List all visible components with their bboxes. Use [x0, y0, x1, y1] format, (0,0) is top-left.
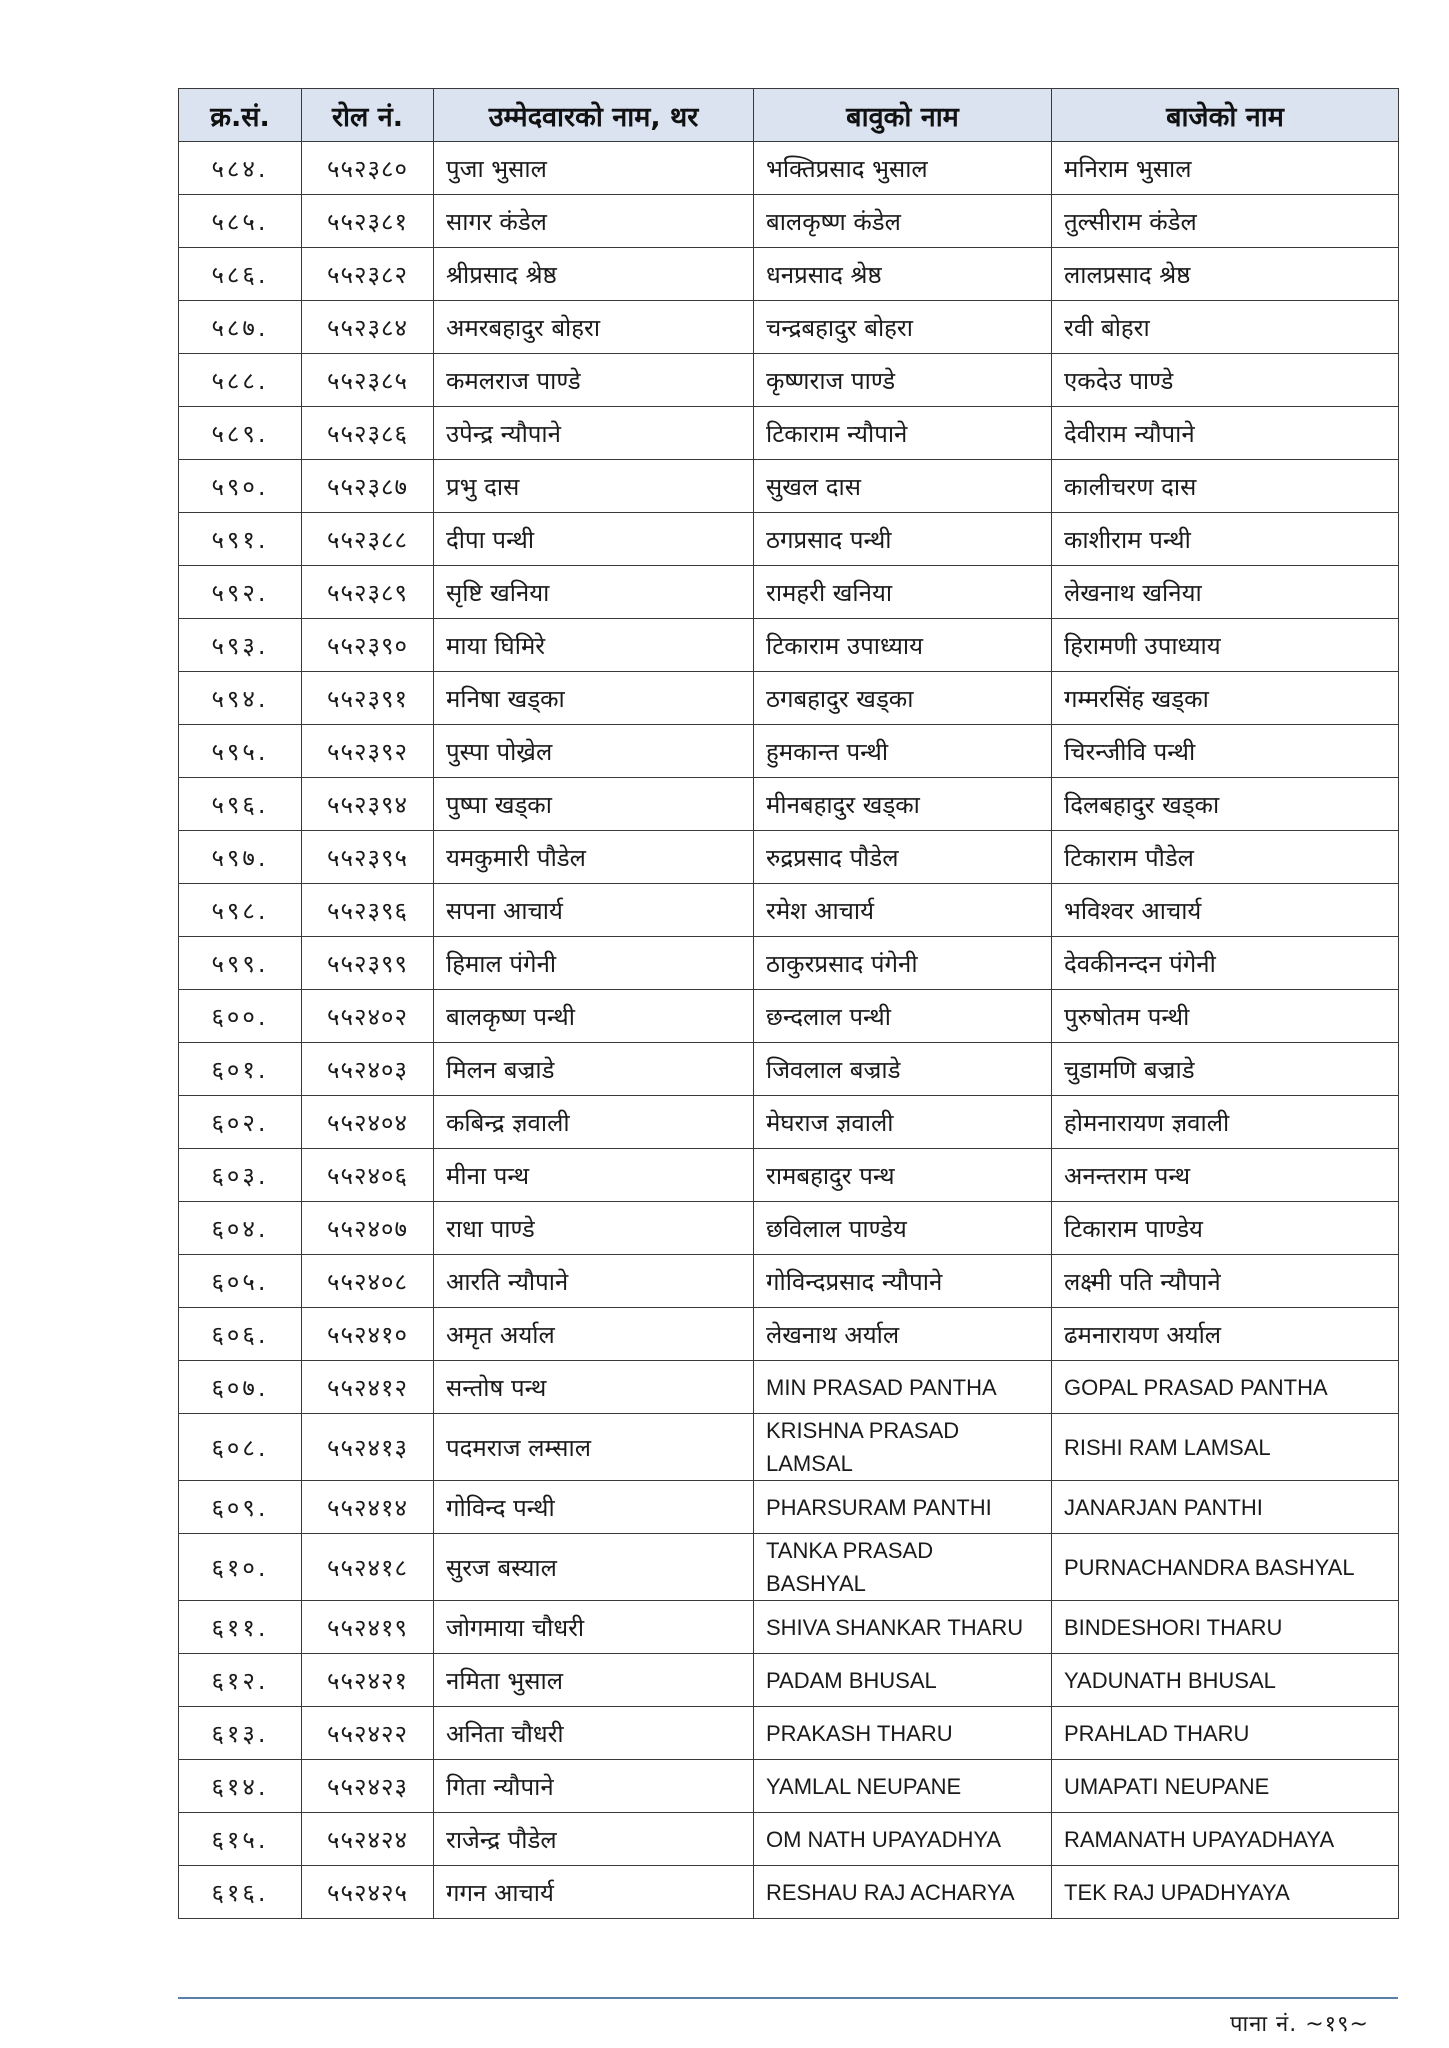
roll-no-cell: ५५२४१२	[302, 1361, 434, 1414]
roll-no-cell: ५५२३८०	[302, 142, 434, 195]
serial-no-cell: ६००.	[179, 990, 302, 1043]
candidate-name-cell: मिलन बज्राडे	[434, 1043, 754, 1096]
table-row	[179, 460, 1399, 513]
serial-no-cell: ५९१.	[179, 513, 302, 566]
candidate-name-cell: पुष्पा खड्का	[434, 778, 754, 831]
table-row	[179, 937, 1399, 990]
header-serial-no: क्र.सं.	[179, 89, 302, 142]
header-candidate-name: उम्मेदवारको नाम, थर	[434, 89, 754, 142]
father-name-cell: रामबहादुर पन्थ	[754, 1149, 1052, 1202]
father-name-cell: PADAM BHUSAL	[754, 1654, 1052, 1707]
serial-no-cell: ५८६.	[179, 248, 302, 301]
grandfather-name-cell: लक्ष्मी पति न्यौपाने	[1052, 1255, 1399, 1308]
table-row	[179, 195, 1399, 248]
grandfather-name-cell: पुरुषोतम पन्थी	[1052, 990, 1399, 1043]
roll-no-cell: ५५२३९१	[302, 672, 434, 725]
serial-no-cell: ६०४.	[179, 1202, 302, 1255]
roll-no-cell: ५५२३८९	[302, 566, 434, 619]
grandfather-name-cell: चुडामणि बज्राडे	[1052, 1043, 1399, 1096]
roll-no-cell: ५५२४०८	[302, 1255, 434, 1308]
father-name-cell: YAMLAL NEUPANE	[754, 1760, 1052, 1813]
father-name-cell: SHIVA SHANKAR THARU	[754, 1601, 1052, 1654]
father-name-cell: OM NATH UPAYADHYA	[754, 1813, 1052, 1866]
grandfather-name-cell: TEK RAJ UPADHYAYA	[1052, 1866, 1399, 1919]
father-name-cell: छविलाल पाण्डेय	[754, 1202, 1052, 1255]
serial-no-cell: ६०३.	[179, 1149, 302, 1202]
father-name-cell: धनप्रसाद श्रेष्ठ	[754, 248, 1052, 301]
father-name-cell: हुमकान्त पन्थी	[754, 725, 1052, 778]
roll-no-cell: ५५२३८२	[302, 248, 434, 301]
candidate-name-cell: पदमराज लम्साल	[434, 1414, 754, 1481]
table-row	[179, 1654, 1399, 1707]
father-name-cell: चन्द्रबहादुर बोहरा	[754, 301, 1052, 354]
serial-no-cell: ५९५.	[179, 725, 302, 778]
candidate-name-cell: पुजा भुसाल	[434, 142, 754, 195]
table-row	[179, 142, 1399, 195]
grandfather-name-cell: BINDESHORI THARU	[1052, 1601, 1399, 1654]
candidate-name-cell: राधा पाण्डे	[434, 1202, 754, 1255]
father-name-cell: ठगबहादुर खड्का	[754, 672, 1052, 725]
serial-no-cell: ६१०.	[179, 1534, 302, 1601]
father-name-cell: गोविन्दप्रसाद न्यौपाने	[754, 1255, 1052, 1308]
serial-no-cell: ५९०.	[179, 460, 302, 513]
father-name-cell: मेघराज ज्ञवाली	[754, 1096, 1052, 1149]
table-header-row	[179, 89, 1399, 142]
candidate-name-cell: यमकुमारी पौडेल	[434, 831, 754, 884]
table-row	[179, 619, 1399, 672]
table-row	[179, 725, 1399, 778]
father-name-cell: भक्तिप्रसाद भुसाल	[754, 142, 1052, 195]
serial-no-cell: ६०९.	[179, 1481, 302, 1534]
table-row	[179, 672, 1399, 725]
roll-no-cell: ५५२३९०	[302, 619, 434, 672]
serial-no-cell: ६१४.	[179, 1760, 302, 1813]
roll-no-cell: ५५२३९९	[302, 937, 434, 990]
table-row	[179, 407, 1399, 460]
grandfather-name-cell: PRAHLAD THARU	[1052, 1707, 1399, 1760]
candidate-name-cell: पुस्पा पोख्रेल	[434, 725, 754, 778]
roll-no-cell: ५५२४२३	[302, 1760, 434, 1813]
serial-no-cell: ५८४.	[179, 142, 302, 195]
father-name-cell: बालकृष्ण कंडेल	[754, 195, 1052, 248]
candidate-name-cell: गिता न्यौपाने	[434, 1760, 754, 1813]
serial-no-cell: ५९८.	[179, 884, 302, 937]
candidate-name-cell: सृष्टि खनिया	[434, 566, 754, 619]
serial-no-cell: ६०५.	[179, 1255, 302, 1308]
table-row	[179, 1308, 1399, 1361]
roll-no-cell: ५५२४०३	[302, 1043, 434, 1096]
candidate-name-cell: उपेन्द्र न्यौपाने	[434, 407, 754, 460]
roll-no-cell: ५५२३९६	[302, 884, 434, 937]
roll-no-cell: ५५२४२४	[302, 1813, 434, 1866]
grandfather-name-cell: RISHI RAM LAMSAL	[1052, 1414, 1399, 1481]
header-roll-no: रोल नं.	[302, 89, 434, 142]
candidate-name-cell: आरति न्यौपाने	[434, 1255, 754, 1308]
serial-no-cell: ६१५.	[179, 1813, 302, 1866]
table-row	[179, 1534, 1399, 1601]
table-row	[179, 1481, 1399, 1534]
table-row	[179, 1255, 1399, 1308]
serial-no-cell: ६१६.	[179, 1866, 302, 1919]
table-row	[179, 1414, 1399, 1481]
candidate-name-cell: सागर कंडेल	[434, 195, 754, 248]
grandfather-name-cell: होमनारायण ज्ञवाली	[1052, 1096, 1399, 1149]
roll-no-cell: ५५२३९५	[302, 831, 434, 884]
candidate-name-cell: अमृत अर्याल	[434, 1308, 754, 1361]
roll-no-cell: ५५२४०७	[302, 1202, 434, 1255]
father-name-cell: ठाकुरप्रसाद पंगेनी	[754, 937, 1052, 990]
candidate-name-cell: मीना पन्थ	[434, 1149, 754, 1202]
roll-no-cell: ५५२३८७	[302, 460, 434, 513]
roll-no-cell: ५५२३८६	[302, 407, 434, 460]
candidate-name-cell: श्रीप्रसाद श्रेष्ठ	[434, 248, 754, 301]
grandfather-name-cell: RAMANATH UPAYADHAYA	[1052, 1813, 1399, 1866]
father-name-cell: रमेश आचार्य	[754, 884, 1052, 937]
father-name-cell: टिकाराम उपाध्याय	[754, 619, 1052, 672]
grandfather-name-cell: UMAPATI NEUPANE	[1052, 1760, 1399, 1813]
father-name-cell: KRISHNA PRASAD LAMSAL	[754, 1414, 1052, 1481]
roll-no-cell: ५५२४०६	[302, 1149, 434, 1202]
candidate-name-cell: गोविन्द पन्थी	[434, 1481, 754, 1534]
serial-no-cell: ६०६.	[179, 1308, 302, 1361]
serial-no-cell: ५८९.	[179, 407, 302, 460]
table-row	[179, 1601, 1399, 1654]
father-name-cell: जिवलाल बज्राडे	[754, 1043, 1052, 1096]
serial-no-cell: ६१३.	[179, 1707, 302, 1760]
candidate-name-cell: राजेन्द्र पौडेल	[434, 1813, 754, 1866]
grandfather-name-cell: लालप्रसाद श्रेष्ठ	[1052, 248, 1399, 301]
candidate-name-cell: हिमाल पंगेनी	[434, 937, 754, 990]
roll-no-cell: ५५२४१४	[302, 1481, 434, 1534]
serial-no-cell: ५८७.	[179, 301, 302, 354]
father-name-cell: ठगप्रसाद पन्थी	[754, 513, 1052, 566]
grandfather-name-cell: रवी बोहरा	[1052, 301, 1399, 354]
candidate-table	[178, 88, 1399, 1919]
table-row	[179, 831, 1399, 884]
grandfather-name-cell: JANARJAN PANTHI	[1052, 1481, 1399, 1534]
table-row	[179, 566, 1399, 619]
father-name-cell: मीनबहादुर खड्का	[754, 778, 1052, 831]
grandfather-name-cell: मनिराम भुसाल	[1052, 142, 1399, 195]
grandfather-name-cell: एकदेउ पाण्डे	[1052, 354, 1399, 407]
roll-no-cell: ५५२३८८	[302, 513, 434, 566]
roll-no-cell: ५५२४०४	[302, 1096, 434, 1149]
candidate-name-cell: प्रभु दास	[434, 460, 754, 513]
serial-no-cell: ५८५.	[179, 195, 302, 248]
grandfather-name-cell: तुल्सीराम कंडेल	[1052, 195, 1399, 248]
roll-no-cell: ५५२३८१	[302, 195, 434, 248]
candidate-name-cell: सुरज बस्याल	[434, 1534, 754, 1601]
roll-no-cell: ५५२४२१	[302, 1654, 434, 1707]
table-row	[179, 1866, 1399, 1919]
serial-no-cell: ६०१.	[179, 1043, 302, 1096]
father-name-cell: PHARSURAM PANTHI	[754, 1481, 1052, 1534]
roll-no-cell: ५५२४०२	[302, 990, 434, 1043]
table-row	[179, 1149, 1399, 1202]
header-father-name: बावुको नाम	[754, 89, 1052, 142]
roll-no-cell: ५५२३८५	[302, 354, 434, 407]
serial-no-cell: ६०८.	[179, 1414, 302, 1481]
father-name-cell: सुखल दास	[754, 460, 1052, 513]
father-name-cell: टिकाराम न्यौपाने	[754, 407, 1052, 460]
table-row	[179, 354, 1399, 407]
roll-no-cell: ५५२४१०	[302, 1308, 434, 1361]
grandfather-name-cell: PURNACHANDRA BASHYAL	[1052, 1534, 1399, 1601]
serial-no-cell: ६१२.	[179, 1654, 302, 1707]
serial-no-cell: ५८८.	[179, 354, 302, 407]
candidate-name-cell: माया घिमिरे	[434, 619, 754, 672]
table-row	[179, 1813, 1399, 1866]
grandfather-name-cell: ढमनारायण अर्याल	[1052, 1308, 1399, 1361]
candidate-name-cell: दीपा पन्थी	[434, 513, 754, 566]
serial-no-cell: ५९४.	[179, 672, 302, 725]
serial-no-cell: ६०२.	[179, 1096, 302, 1149]
grandfather-name-cell: YADUNATH BHUSAL	[1052, 1654, 1399, 1707]
roll-no-cell: ५५२३९२	[302, 725, 434, 778]
table-row	[179, 1043, 1399, 1096]
table-row	[179, 884, 1399, 937]
footer-divider	[178, 1997, 1398, 1999]
father-name-cell: TANKA PRASAD BASHYAL	[754, 1534, 1052, 1601]
candidate-name-cell: गगन आचार्य	[434, 1866, 754, 1919]
table-row	[179, 1760, 1399, 1813]
grandfather-name-cell: टिकाराम पाण्डेय	[1052, 1202, 1399, 1255]
grandfather-name-cell: टिकाराम पौडेल	[1052, 831, 1399, 884]
table-row	[179, 248, 1399, 301]
table-row	[179, 513, 1399, 566]
grandfather-name-cell: देवीराम न्यौपाने	[1052, 407, 1399, 460]
serial-no-cell: ५९३.	[179, 619, 302, 672]
grandfather-name-cell: चिरन्जीवि पन्थी	[1052, 725, 1399, 778]
roll-no-cell: ५५२४२२	[302, 1707, 434, 1760]
serial-no-cell: ६११.	[179, 1601, 302, 1654]
father-name-cell: छन्दलाल पन्थी	[754, 990, 1052, 1043]
grandfather-name-cell: दिलबहादुर खड्का	[1052, 778, 1399, 831]
father-name-cell: कृष्णराज पाण्डे	[754, 354, 1052, 407]
header-grandfather-name: बाजेको नाम	[1052, 89, 1399, 142]
roll-no-cell: ५५२४१९	[302, 1601, 434, 1654]
serial-no-cell: ५९९.	[179, 937, 302, 990]
father-name-cell: रुद्रप्रसाद पौडेल	[754, 831, 1052, 884]
serial-no-cell: ६०७.	[179, 1361, 302, 1414]
table-row	[179, 1361, 1399, 1414]
candidate-name-cell: कबिन्द्र ज्ञवाली	[434, 1096, 754, 1149]
serial-no-cell: ५९६.	[179, 778, 302, 831]
father-name-cell: RESHAU RAJ ACHARYA	[754, 1866, 1052, 1919]
candidate-name-cell: बालकृष्ण पन्थी	[434, 990, 754, 1043]
roll-no-cell: ५५२४१८	[302, 1534, 434, 1601]
table-row	[179, 990, 1399, 1043]
table-row	[179, 778, 1399, 831]
table-row	[179, 1707, 1399, 1760]
father-name-cell: रामहरी खनिया	[754, 566, 1052, 619]
grandfather-name-cell: भविश्वर आचार्य	[1052, 884, 1399, 937]
candidate-name-cell: अमरबहादुर बोहरा	[434, 301, 754, 354]
table-row	[179, 1202, 1399, 1255]
father-name-cell: MIN PRASAD PANTHA	[754, 1361, 1052, 1414]
roll-no-cell: ५५२४२५	[302, 1866, 434, 1919]
roll-no-cell: ५५२३९४	[302, 778, 434, 831]
grandfather-name-cell: काशीराम पन्थी	[1052, 513, 1399, 566]
serial-no-cell: ५९७.	[179, 831, 302, 884]
grandfather-name-cell: गम्मरसिंह खड्का	[1052, 672, 1399, 725]
grandfather-name-cell: हिरामणी उपाध्याय	[1052, 619, 1399, 672]
grandfather-name-cell: कालीचरण दास	[1052, 460, 1399, 513]
candidate-name-cell: जोगमाया चौधरी	[434, 1601, 754, 1654]
grandfather-name-cell: देवकीनन्दन पंगेनी	[1052, 937, 1399, 990]
father-name-cell: PRAKASH THARU	[754, 1707, 1052, 1760]
father-name-cell: लेखनाथ अर्याल	[754, 1308, 1052, 1361]
table-row	[179, 301, 1399, 354]
candidate-name-cell: कमलराज पाण्डे	[434, 354, 754, 407]
roll-no-cell: ५५२४१३	[302, 1414, 434, 1481]
page-number: पाना नं. ~१९~	[1229, 2012, 1369, 2037]
candidate-name-cell: अनिता चौधरी	[434, 1707, 754, 1760]
grandfather-name-cell: अनन्तराम पन्थ	[1052, 1149, 1399, 1202]
serial-no-cell: ५९२.	[179, 566, 302, 619]
grandfather-name-cell: GOPAL PRASAD PANTHA	[1052, 1361, 1399, 1414]
candidate-name-cell: सन्तोष पन्थ	[434, 1361, 754, 1414]
table-row	[179, 1096, 1399, 1149]
grandfather-name-cell: लेखनाथ खनिया	[1052, 566, 1399, 619]
roll-no-cell: ५५२३८४	[302, 301, 434, 354]
candidate-name-cell: सपना आचार्य	[434, 884, 754, 937]
candidate-name-cell: नमिता भुसाल	[434, 1654, 754, 1707]
candidate-name-cell: मनिषा खड्का	[434, 672, 754, 725]
